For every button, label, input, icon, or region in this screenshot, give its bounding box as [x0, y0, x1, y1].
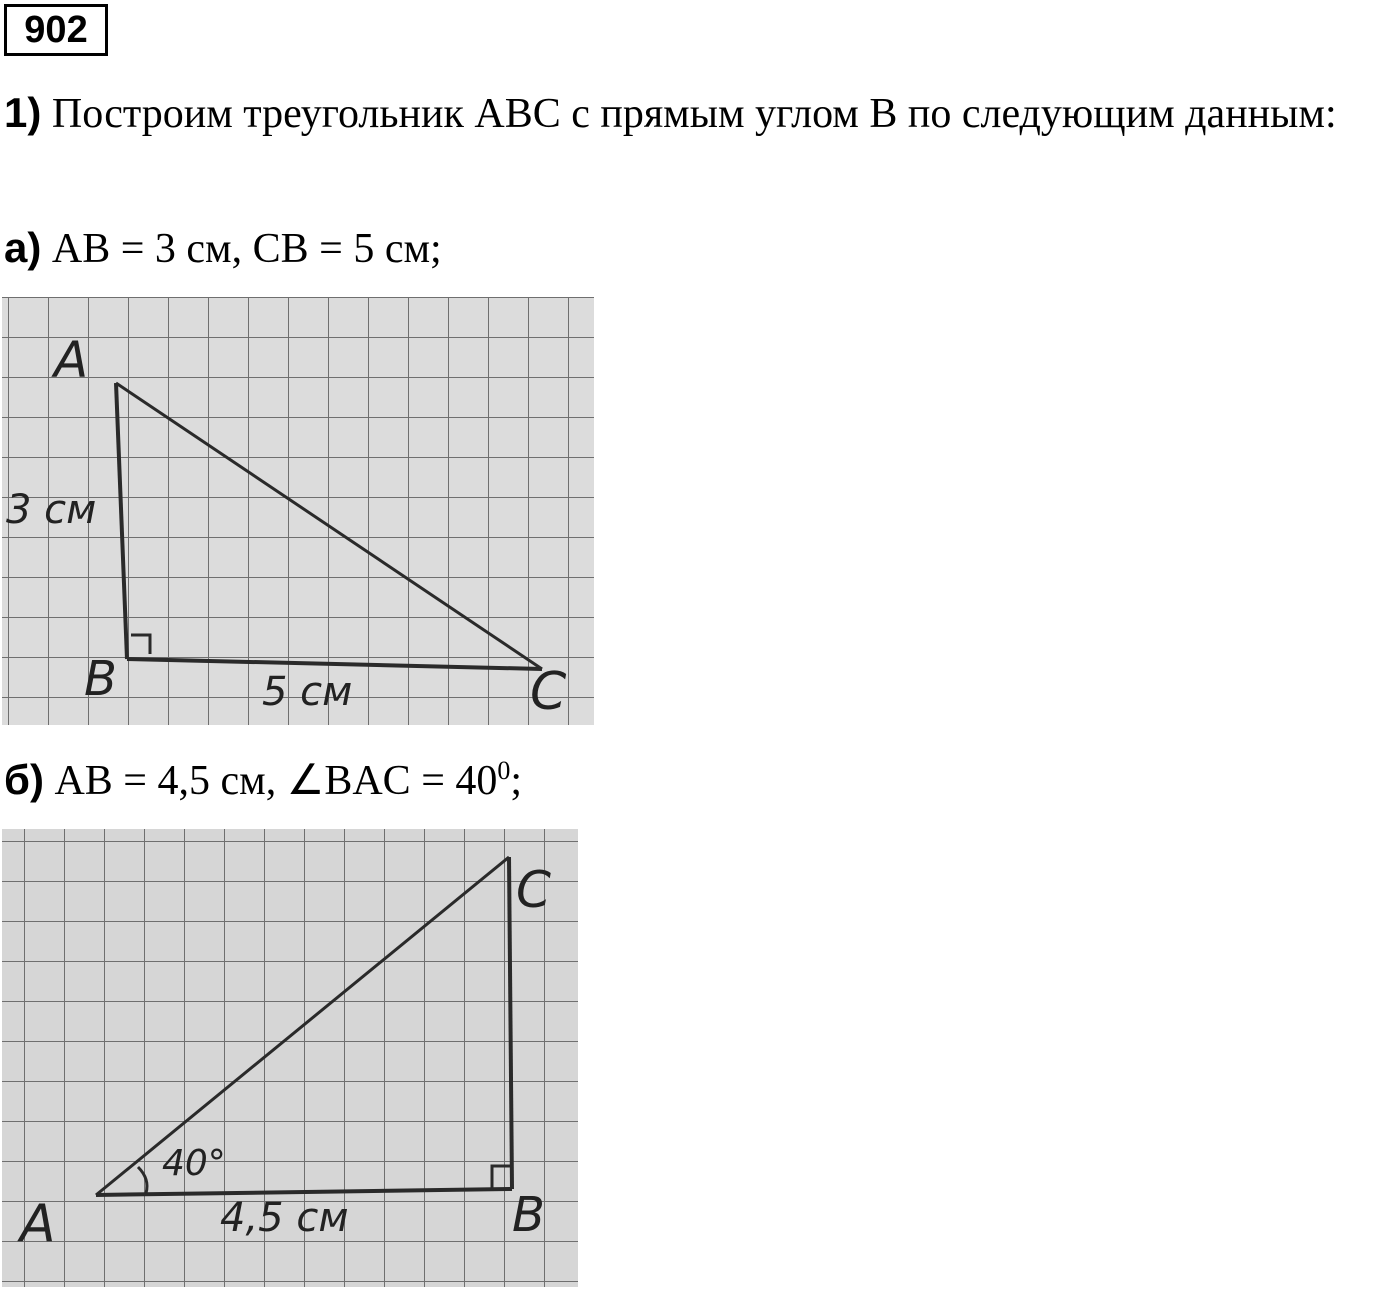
vertex-label-c: C	[530, 662, 567, 722]
side-ab-length-label: 4,5 см	[220, 1195, 349, 1241]
intro-text: Построим треугольник ABC с прямым углом B по следующим данным:	[51, 91, 1337, 137]
vertex-label-b: B	[84, 651, 117, 707]
vertex-label-a: A	[54, 331, 89, 389]
vertex-label-a: A	[20, 1194, 56, 1254]
triangle-b-figure	[2, 829, 578, 1287]
part-a-marker: а)	[4, 224, 42, 271]
vertex-label-b: B	[512, 1187, 545, 1243]
vertex-label-c: C	[516, 861, 551, 919]
side-ab-length-label: 3 см	[6, 487, 97, 533]
intro-marker: 1)	[4, 89, 42, 136]
triangle-a-figure	[2, 297, 594, 725]
problem-number: 902	[4, 4, 108, 56]
part-a-condition	[4, 220, 1398, 277]
part-a-text: AB = 3 см, CB = 5 см;	[51, 226, 442, 272]
side-bc-length-label: 5 см	[262, 669, 353, 715]
part-b-marker: б)	[4, 756, 44, 803]
degree-superscript: 0	[497, 756, 511, 785]
part-b-text: AB = 4,5 см, ∠BAC = 40	[54, 758, 498, 804]
angle-label: 40°	[162, 1143, 226, 1184]
intro-paragraph	[4, 84, 1398, 143]
part-b-condition	[4, 752, 1398, 809]
part-b-terminator: ;	[510, 758, 523, 804]
